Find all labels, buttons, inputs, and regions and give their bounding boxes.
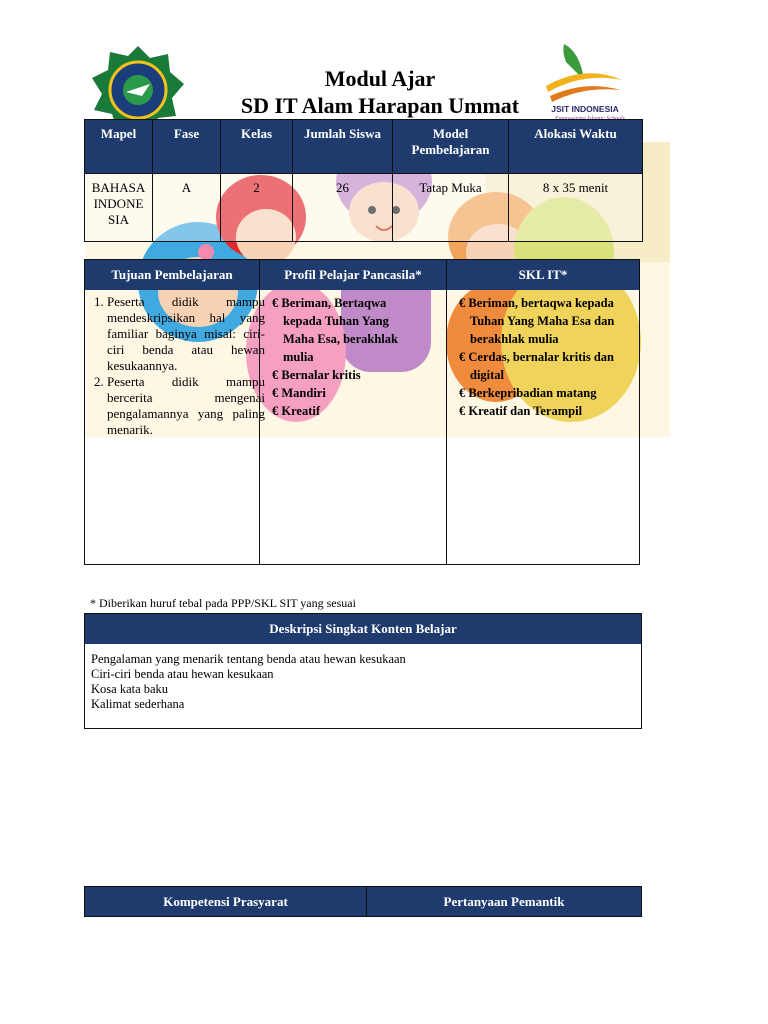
pertanyaan-pemantik-header: Pertanyaan Pemantik	[367, 887, 641, 916]
cell-fase: A	[153, 174, 221, 242]
col-header-kelas: Kelas	[221, 120, 293, 174]
school-name: SD IT Alam Harapan Ummat	[240, 93, 520, 118]
profil-header: Profil Pelajar Pancasila*	[260, 260, 446, 290]
page-title: Modul Ajar	[324, 66, 436, 91]
bullet: €	[272, 404, 279, 418]
skl-header: SKL IT*	[447, 260, 639, 290]
footnote: * Diberikan huruf tebal pada PPP/SKL SIT yang sesuai	[90, 596, 356, 610]
bullet: €	[459, 296, 466, 310]
bullet: €	[459, 386, 466, 400]
profil-list	[272, 294, 416, 420]
list-item: € Cerdas, bernalar kritis dan digital	[459, 350, 614, 382]
col-header-alokasi: Alokasi Waktu	[509, 120, 643, 174]
deskripsi-header: Deskripsi Singkat Konten Belajar	[85, 614, 641, 644]
list-item: € Beriman, Bertaqwa kepada Tuhan Yang Maha Esa, berakhlak mulia	[272, 296, 398, 364]
meta-table	[84, 119, 643, 242]
tujuan-column	[84, 259, 265, 565]
list-item: € Beriman, bertaqwa kepada Tuhan Yang Maha Esa dan berakhlak mulia	[459, 296, 615, 346]
tujuan-list	[89, 294, 265, 438]
cell-kelas: 2	[221, 174, 293, 242]
col-header-fase: Fase	[153, 120, 221, 174]
profil-column	[259, 259, 447, 565]
list-item: 1. Peserta didik mampu mendeskripsikan hal yang familiar baginya misal: ciri-ciri benda atau hewan kesukaannya.	[107, 294, 265, 374]
skl-list	[459, 294, 635, 420]
list-item: € Berkepribadian matang	[459, 386, 597, 400]
bullet: €	[272, 368, 279, 382]
kompetensi-prasyarat-header: Kompetensi Prasyarat	[85, 887, 367, 916]
list-item: Kosa kata baku	[91, 682, 169, 696]
list-item: Ciri-ciri benda atau hewan kesukaan	[91, 667, 274, 681]
tujuan-header: Tujuan Pembelajaran	[85, 260, 259, 290]
col-header-mapel: Mapel	[85, 120, 153, 174]
deskripsi-box	[84, 613, 642, 729]
bullet: €	[459, 404, 466, 418]
col-header-jumlah-siswa: Jumlah Siswa	[293, 120, 393, 174]
bullet: €	[272, 386, 279, 400]
list-item: Kalimat sederhana	[91, 697, 185, 711]
table-row	[85, 174, 643, 242]
skl-column	[446, 259, 640, 565]
cell-mapel: BAHASA INDONE SIA	[85, 174, 153, 242]
list-item: € Kreatif dan Terampil	[459, 404, 583, 418]
bullet: €	[272, 296, 279, 310]
col-header-model: Model Pembelajaran	[393, 120, 509, 174]
list-item: € Kreatif	[272, 404, 321, 418]
deskripsi-content	[91, 652, 406, 712]
list-item: € Mandiri	[272, 386, 326, 400]
learning-objectives-grid	[84, 259, 640, 565]
list-item: € Bernalar kritis	[272, 368, 361, 382]
bottom-header-row	[84, 886, 642, 917]
svg-text:JSIT INDONESIA: JSIT INDONESIA	[551, 104, 619, 114]
bullet: €	[459, 350, 466, 364]
cell-alokasi: 8 x 35 menit	[509, 174, 643, 242]
cell-jumlah-siswa: 26	[293, 174, 393, 242]
list-item: 2. Peserta didik mampu bercerita mengenai pengalamannya yang paling menarik.	[107, 374, 265, 438]
cell-model: Tatap Muka	[393, 174, 509, 242]
list-item: Pengalaman yang menarik tentang benda atau hewan kesukaan	[91, 652, 406, 666]
